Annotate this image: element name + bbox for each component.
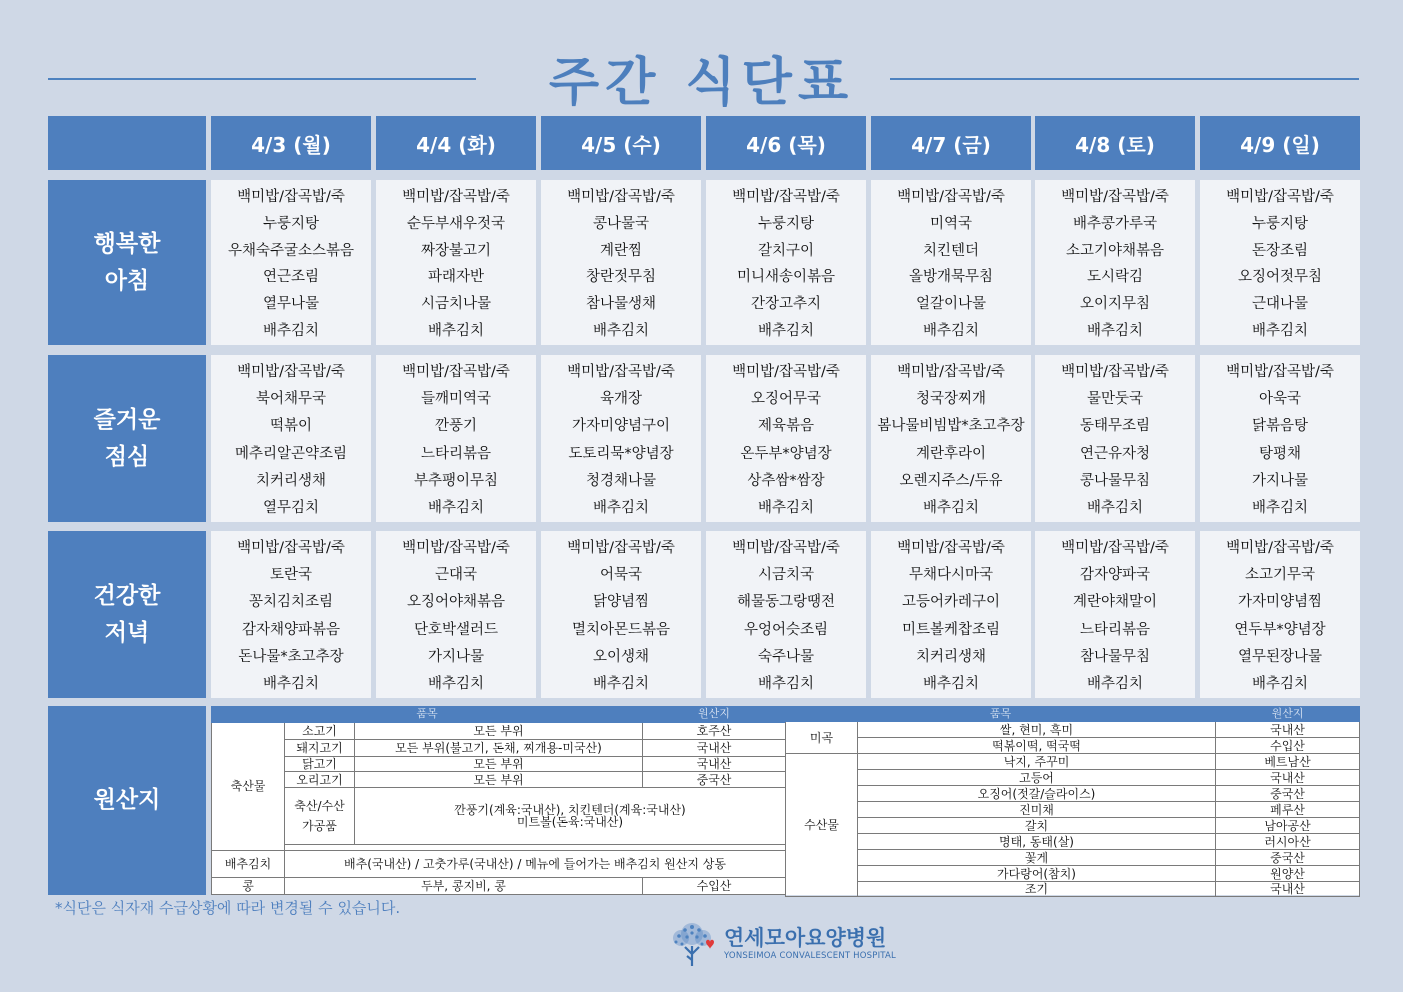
menu-item: 우채숙주굴소스볶음 xyxy=(227,242,355,259)
menu-item: 백미밥/잡곡밥/죽 xyxy=(732,188,840,205)
menu-cell xyxy=(211,180,371,345)
origin-item: 가다랑어(참치) xyxy=(858,866,1216,882)
hospital-name: 연세모아요양병원 xyxy=(724,926,887,950)
menu-item: 백미밥/잡곡밥/죽 xyxy=(567,364,675,381)
origin-table-right xyxy=(785,706,1360,897)
menu-item: 감자채양파볶음 xyxy=(241,621,341,638)
menu-item: 백미밥/잡곡밥/죽 xyxy=(567,188,675,205)
origin-country: 수입산 xyxy=(1216,738,1360,754)
menu-item: 배추김치 xyxy=(922,675,980,692)
menu-item: 배추김치 xyxy=(1251,499,1309,516)
day-header: 4/4 (화) xyxy=(376,116,536,170)
origin-tables xyxy=(211,706,1359,895)
menu-cell xyxy=(376,531,536,698)
origin-header-item: 품목 xyxy=(212,707,643,723)
menu-item: 상추쌈*쌈장 xyxy=(747,472,825,489)
origin-item: 갈치 xyxy=(858,818,1216,834)
menu-item: 백미밥/잡곡밥/죽 xyxy=(1061,188,1169,205)
menu-item: 백미밥/잡곡밥/죽 xyxy=(237,188,345,205)
menu-item: 얼갈이나물 xyxy=(915,296,987,313)
origin-item: 고등어 xyxy=(858,770,1216,786)
menu-item: 배추김치 xyxy=(757,323,815,340)
menu-item: 가자미양념구이 xyxy=(571,418,671,435)
menu-item: 아욱국 xyxy=(1258,391,1302,408)
menu-item: 탕평채 xyxy=(1258,445,1302,462)
menu-cell xyxy=(706,531,866,698)
menu-item: 배추김치 xyxy=(757,675,815,692)
menu-item: 고등어카레구이 xyxy=(901,594,1001,611)
menu-item: 연근조림 xyxy=(262,269,320,286)
origin-country: 러시아산 xyxy=(1216,834,1360,850)
menu-item: 백미밥/잡곡밥/죽 xyxy=(237,540,345,557)
origin-header-item: 품목 xyxy=(786,707,1216,722)
menu-item: 배추김치 xyxy=(592,675,650,692)
origin-country: 중국산 xyxy=(1216,850,1360,866)
origin-country: 호주산 xyxy=(643,722,786,739)
menu-item: 파래자반 xyxy=(427,269,485,286)
origin-country: 국내산 xyxy=(1216,770,1360,786)
processed-items xyxy=(355,788,786,845)
origin-part: 모든 부위 xyxy=(355,722,643,739)
meal-label-line: 즐거운 xyxy=(93,406,161,433)
menu-item: 배추콩가루국 xyxy=(1072,215,1158,232)
menu-cell xyxy=(1200,355,1360,522)
menu-cell xyxy=(1035,180,1195,345)
menu-item: 숙주나물 xyxy=(757,648,815,665)
menu-cell xyxy=(871,355,1031,522)
kimchi-origin: 배추(국내산) / 고춧가루(국내산) / 메뉴에 들어가는 배추김치 원산지 상동 xyxy=(285,850,786,877)
menu-item: 백미밥/잡곡밥/죽 xyxy=(402,540,510,557)
menu-change-note: *식단은 식자재 수급상황에 따라 변경될 수 있습니다. xyxy=(55,899,401,917)
menu-item: 백미밥/잡곡밥/죽 xyxy=(567,540,675,557)
menu-item: 배추김치 xyxy=(1251,323,1309,340)
seafood-label: 수산물 xyxy=(786,754,858,897)
menu-item: 미역국 xyxy=(929,215,973,232)
menu-item: 올방개묵무침 xyxy=(908,269,994,286)
origin-country: 남아공산 xyxy=(1216,818,1360,834)
menu-item: 메추리알곤약조림 xyxy=(234,445,348,462)
menu-item: 가지나물 xyxy=(1251,472,1309,489)
menu-item: 백미밥/잡곡밥/죽 xyxy=(1061,540,1169,557)
title-area xyxy=(0,40,1403,113)
menu-cell xyxy=(541,531,701,698)
menu-item: 계란찜 xyxy=(599,242,643,259)
processed-line: 깐풍기(계육:국내산), 치킨텐더(계육:국내산) xyxy=(454,803,686,818)
menu-item: 백미밥/잡곡밥/죽 xyxy=(732,540,840,557)
menu-item: 느타리볶음 xyxy=(1079,621,1151,638)
menu-item: 계란후라이 xyxy=(915,445,987,462)
menu-item: 무채다시마국 xyxy=(908,567,994,584)
origin-country: 국내산 xyxy=(643,739,786,756)
origin-item: 쌀, 현미, 흑미 xyxy=(858,722,1216,738)
menu-item: 소고기야채볶음 xyxy=(1065,242,1165,259)
menu-item: 배추김치 xyxy=(922,323,980,340)
menu-item: 배추김치 xyxy=(1251,675,1309,692)
origin-item: 닭고기 xyxy=(285,756,355,772)
menu-item: 단호박샐러드 xyxy=(413,621,499,638)
menu-item: 느타리볶음 xyxy=(420,445,492,462)
menu-cell xyxy=(211,355,371,522)
menu-cell xyxy=(211,531,371,698)
origin-part: 모든 부위 xyxy=(355,772,643,788)
menu-item: 계란야채말이 xyxy=(1072,594,1158,611)
menu-cell xyxy=(376,180,536,345)
processed-label xyxy=(285,788,355,845)
hospital-logo xyxy=(666,918,896,976)
menu-item: 연근유자청 xyxy=(1079,445,1151,462)
menu-item: 배추김치 xyxy=(427,675,485,692)
origin-item: 조기 xyxy=(858,882,1216,897)
menu-item: 배추김치 xyxy=(757,499,815,516)
menu-item: 시금치나물 xyxy=(420,296,492,313)
bean-items: 두부, 콩지비, 콩 xyxy=(285,878,643,895)
origin-part: 모든 부위 xyxy=(355,756,643,772)
menu-item: 치킨텐더 xyxy=(922,242,980,259)
origin-label: 원산지 xyxy=(48,706,206,895)
meal-label xyxy=(48,355,206,522)
menu-item: 열무된장나물 xyxy=(1237,648,1323,665)
kimchi-label: 배추김치 xyxy=(212,850,285,877)
menu-item: 오이생채 xyxy=(592,648,650,665)
menu-item: 해물동그랑땡전 xyxy=(736,594,836,611)
menu-item: 배추김치 xyxy=(592,323,650,340)
menu-item: 미니새송이볶음 xyxy=(736,269,836,286)
origin-country: 중국산 xyxy=(643,772,786,788)
origin-country: 국내산 xyxy=(643,756,786,772)
processed-label-line: 가공품 xyxy=(302,819,337,834)
menu-item: 근대나물 xyxy=(1251,296,1309,313)
menu-item: 배추김치 xyxy=(427,323,485,340)
tree-heart-icon xyxy=(666,918,718,970)
menu-item: 백미밥/잡곡밥/죽 xyxy=(732,364,840,381)
menu-item: 도시락김 xyxy=(1086,269,1144,286)
menu-item: 가지나물 xyxy=(427,648,485,665)
bean-label: 콩 xyxy=(212,878,285,895)
menu-item: 깐풍기 xyxy=(434,418,478,435)
menu-cell xyxy=(871,180,1031,345)
day-header: 4/5 (수) xyxy=(541,116,701,170)
origin-item: 명태, 동태(살) xyxy=(858,834,1216,850)
menu-item: 배추김치 xyxy=(427,499,485,516)
page-title: 주간 식단표 xyxy=(548,53,855,113)
origin-country: 국내산 xyxy=(1216,722,1360,738)
menu-item: 근대국 xyxy=(434,567,478,584)
menu-item: 돈장조림 xyxy=(1251,242,1309,259)
menu-item: 육개장 xyxy=(599,391,643,408)
meal-label-line: 행복한 xyxy=(93,230,161,257)
menu-item: 청국장찌개 xyxy=(915,391,987,408)
menu-item: 미트볼케찹조림 xyxy=(901,621,1001,638)
menu-item: 누룽지탕 xyxy=(1251,215,1309,232)
bean-origin: 수입산 xyxy=(643,878,786,895)
menu-cell xyxy=(871,531,1031,698)
menu-cell xyxy=(541,180,701,345)
menu-item: 오징어야채볶음 xyxy=(406,594,506,611)
menu-item: 백미밥/잡곡밥/죽 xyxy=(237,364,345,381)
menu-item: 배추김치 xyxy=(592,499,650,516)
origin-item: 오리고기 xyxy=(285,772,355,788)
origin-item: 꽃게 xyxy=(858,850,1216,866)
origin-country: 국내산 xyxy=(1216,882,1360,897)
menu-item: 제육볶음 xyxy=(757,418,815,435)
meal-label-line: 건강한 xyxy=(93,582,161,609)
menu-item: 백미밥/잡곡밥/죽 xyxy=(1226,364,1334,381)
menu-item: 돈나물*초고추장 xyxy=(238,648,344,665)
menu-item: 멸치아몬드볶음 xyxy=(571,621,671,638)
menu-item: 콩나물국 xyxy=(592,215,650,232)
menu-item: 치커리생채 xyxy=(255,472,327,489)
menu-item: 백미밥/잡곡밥/죽 xyxy=(402,364,510,381)
meal-label xyxy=(48,180,206,345)
day-header: 4/6 (목) xyxy=(706,116,866,170)
menu-item: 배추김치 xyxy=(262,675,320,692)
menu-item: 갈치구이 xyxy=(757,242,815,259)
origin-country: 베트남산 xyxy=(1216,754,1360,770)
menu-item: 온두부*양념장 xyxy=(740,445,832,462)
origin-item: 낙지, 주꾸미 xyxy=(858,754,1216,770)
origin-item: 떡볶이떡, 떡국떡 xyxy=(858,738,1216,754)
menu-item: 백미밥/잡곡밥/죽 xyxy=(402,188,510,205)
rice-label: 미곡 xyxy=(786,722,858,754)
menu-item: 백미밥/잡곡밥/죽 xyxy=(897,540,1005,557)
origin-header-origin: 원산지 xyxy=(643,707,786,723)
meal-label-line: 아침 xyxy=(104,267,150,294)
menu-item: 닭양념찜 xyxy=(592,594,650,611)
menu-item: 시금치국 xyxy=(757,567,815,584)
menu-item: 열무나물 xyxy=(262,296,320,313)
processed-label-line: 축산/수산 xyxy=(294,799,345,814)
menu-item: 부추팽이무침 xyxy=(413,472,499,489)
menu-item: 배추김치 xyxy=(262,323,320,340)
menu-item: 열무김치 xyxy=(262,499,320,516)
menu-item: 동태무조림 xyxy=(1079,418,1151,435)
menu-item: 물만둣국 xyxy=(1086,391,1144,408)
menu-item: 창란젓무침 xyxy=(585,269,657,286)
origin-item: 진미채 xyxy=(858,802,1216,818)
origin-country: 중국산 xyxy=(1216,786,1360,802)
origin-country: 원양산 xyxy=(1216,866,1360,882)
menu-item: 누룽지탕 xyxy=(262,215,320,232)
menu-item: 연두부*양념장 xyxy=(1234,621,1326,638)
livestock-label: 축산물 xyxy=(212,722,285,850)
origin-part: 모든 부위(불고기, 돈채, 찌개용-미국산) xyxy=(355,739,643,756)
menu-item: 참나물생채 xyxy=(585,296,657,313)
menu-item: 백미밥/잡곡밥/죽 xyxy=(897,364,1005,381)
menu-item: 배추김치 xyxy=(1086,499,1144,516)
menu-item: 가자미양념찜 xyxy=(1237,594,1323,611)
origin-item: 소고기 xyxy=(285,722,355,739)
menu-item: 도토리묵*양념장 xyxy=(568,445,674,462)
menu-item: 백미밥/잡곡밥/죽 xyxy=(1226,540,1334,557)
origin-item: 돼지고기 xyxy=(285,739,355,756)
menu-item: 감자양파국 xyxy=(1079,567,1151,584)
day-header: 4/3 (월) xyxy=(211,116,371,170)
menu-item: 오이지무침 xyxy=(1079,296,1151,313)
menu-item: 북어채무국 xyxy=(255,391,327,408)
day-header: 4/7 (금) xyxy=(871,116,1031,170)
menu-item: 오렌지주스/두유 xyxy=(899,472,1003,489)
menu-cell xyxy=(1035,531,1195,698)
menu-cell xyxy=(1200,531,1360,698)
menu-item: 치커리생채 xyxy=(915,648,987,665)
menu-item: 오징어무국 xyxy=(750,391,822,408)
menu-item: 들깨미역국 xyxy=(420,391,492,408)
menu-item: 백미밥/잡곡밥/죽 xyxy=(1226,188,1334,205)
menu-item: 닭볶음탕 xyxy=(1251,418,1309,435)
menu-item: 백미밥/잡곡밥/죽 xyxy=(1061,364,1169,381)
menu-item: 소고기무국 xyxy=(1244,567,1316,584)
menu-item: 어묵국 xyxy=(599,567,643,584)
menu-item: 순두부새우젓국 xyxy=(406,215,506,232)
menu-item: 배추김치 xyxy=(1086,323,1144,340)
menu-item: 참나물무침 xyxy=(1079,648,1151,665)
meal-label xyxy=(48,531,206,698)
menu-item: 오징어젓무침 xyxy=(1237,269,1323,286)
menu-item: 꽁치김치조림 xyxy=(248,594,334,611)
menu-item: 봄나물비빔밥*초고추장 xyxy=(877,418,1025,435)
menu-item: 백미밥/잡곡밥/죽 xyxy=(897,188,1005,205)
origin-country: 페루산 xyxy=(1216,802,1360,818)
origin-item: 오징어(젓갈/슬라이스) xyxy=(858,786,1216,802)
menu-item: 우엉어슷조림 xyxy=(743,621,829,638)
menu-cell xyxy=(376,355,536,522)
processed-line: 미트볼(돈육:국내산) xyxy=(516,815,624,830)
menu-cell xyxy=(1200,180,1360,345)
header-corner xyxy=(48,116,206,170)
meal-label-line: 점심 xyxy=(104,443,150,470)
origin-table-left xyxy=(211,706,786,895)
hospital-english-name: YONSEIMOA CONVALESCENT HOSPITAL xyxy=(724,951,896,961)
menu-item: 떡볶이 xyxy=(269,418,313,435)
menu-item: 배추김치 xyxy=(1086,675,1144,692)
meal-label-line: 저녁 xyxy=(104,619,150,646)
menu-item: 배추김치 xyxy=(922,499,980,516)
menu-cell xyxy=(1035,355,1195,522)
menu-cell xyxy=(706,355,866,522)
menu-cell xyxy=(541,355,701,522)
menu-item: 토란국 xyxy=(269,567,313,584)
menu-item: 간장고추지 xyxy=(750,296,822,313)
origin-header-origin: 원산지 xyxy=(1216,707,1360,722)
day-header: 4/8 (토) xyxy=(1035,116,1195,170)
day-header: 4/9 (일) xyxy=(1200,116,1360,170)
menu-item: 누룽지탕 xyxy=(757,215,815,232)
menu-item: 콩나물무침 xyxy=(1079,472,1151,489)
menu-item: 청경채나물 xyxy=(585,472,657,489)
menu-item: 짜장불고기 xyxy=(420,242,492,259)
menu-cell xyxy=(706,180,866,345)
